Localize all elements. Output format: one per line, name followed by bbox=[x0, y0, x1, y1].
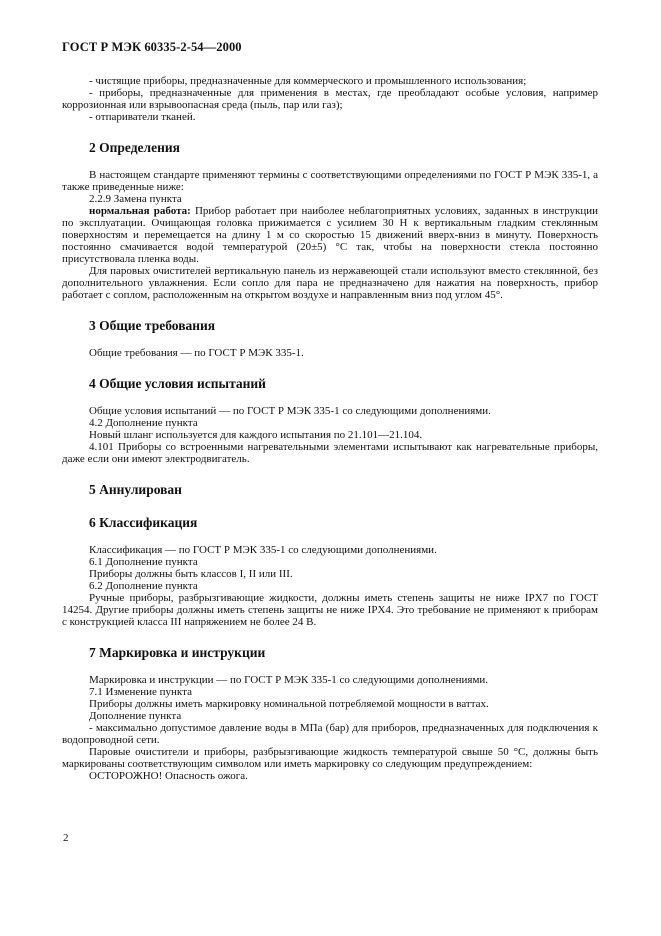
section-heading-4: 4 Общие условия испытаний bbox=[89, 376, 266, 391]
document-header: ГОСТ Р МЭК 60335-2-54—2000 bbox=[62, 40, 242, 54]
clause-label: 7.1 Изменение пункта bbox=[89, 686, 192, 698]
section-heading-5: 5 Аннулирован bbox=[89, 482, 182, 497]
paragraph: В настоящем стандарте применяют термины с соответствующими определениями по ГОСТ Р МЭК 335-1, а также приведенные ниже: bbox=[62, 169, 598, 193]
term: нормальная работа: bbox=[89, 205, 191, 217]
paragraph: Приборы должны быть классов I, II или III. bbox=[89, 568, 293, 580]
paragraph: Классификация — по ГОСТ Р МЭК 335-1 со следующими дополнениями. bbox=[89, 544, 437, 556]
paragraph: Ручные приборы, разбрызгивающие жидкости, должны иметь степень защиты не ниже IPX7 по ГОСТ 14254. Другие приборы должны иметь степень защиты не ниже IPX4. Это требование не применяют к приборам с конструкцией класса III напряжением не более 24 В. bbox=[62, 592, 598, 628]
paragraph: Приборы должны иметь маркировку номинальной потребляемой мощности в ваттах. bbox=[89, 698, 489, 710]
definition-text: Прибор работает при наиболее неблагоприятных условиях, заданных в инструкции по эксплуатации. Очищающая головка прижимается с усилием 30 Н к вертикальным гладким стеклянным поверхностям и перемещается на длину 1 м со скоростью 15 движений вверх-вниз в минуту. Поверхность постоянно смачивается водой температурой (20±5) °С так, чтобы на поверхности стекла постоянно присутствовала пленка воды. bbox=[62, 205, 599, 265]
list-item: - отпариватели тканей. bbox=[89, 111, 196, 123]
document-page bbox=[62, 40, 598, 782]
section-heading-6: 6 Классификация bbox=[89, 515, 198, 530]
paragraph: 4.101 Приборы со встроенными нагревательными элементами испытывают как нагревательные приборы, даже если они имеют электродвигатель. bbox=[62, 441, 598, 465]
paragraph: Маркировка и инструкции — по ГОСТ Р МЭК 335-1 со следующими дополнениями. bbox=[89, 674, 489, 686]
page-number: 2 bbox=[63, 832, 69, 844]
clause-label: 2.2.9 Замена пункта bbox=[89, 193, 182, 205]
warning-text: ОСТОРОЖНО! Опасность ожога. bbox=[89, 770, 248, 782]
list-item: - приборы, предназначенные для применения в местах, где преобладают особые условия, например коррозионная или взрывоопасная среда (пыль, пар или газ); bbox=[62, 87, 598, 111]
section-heading-3: 3 Общие требования bbox=[89, 318, 216, 333]
paragraph-definition bbox=[62, 205, 598, 265]
paragraph: Паровые очистители и приборы, разбрызгивающие жидкость температурой свыше 50 °С, должны быть маркированы соответствующим символом или иметь маркировку со следующим предупреждением: bbox=[62, 746, 598, 770]
paragraph: Общие условия испытаний — по ГОСТ Р МЭК 335-1 со следующими дополнениями. bbox=[89, 405, 491, 417]
list-item: - максимально допустимое давление воды в МПа (бар) для приборов, предназначенных для подключения к водопроводной сети. bbox=[62, 722, 598, 746]
section-heading-7: 7 Маркировка и инструкции bbox=[89, 645, 266, 660]
paragraph: Новый шланг используется для каждого испытания по 21.101—21.104. bbox=[89, 429, 423, 441]
list-item: - чистящие приборы, предназначенные для коммерческого и промышленного использования; bbox=[89, 75, 527, 87]
clause-label: Дополнение пункта bbox=[89, 710, 182, 722]
clause-label: 4.2 Дополнение пункта bbox=[89, 417, 198, 429]
clause-label: 6.1 Дополнение пункта bbox=[89, 556, 198, 568]
paragraph: Для паровых очистителей вертикальную панель из нержавеющей стали используют вместо стеклянной, без дополнительного увлажнения. Если сопло для пара не предназначено для нажатия на поверхность, прибор работает с соплом, расположенным на открытом воздухе и направленным вниз под углом 45°. bbox=[62, 265, 598, 301]
section-heading-2: 2 Определения bbox=[89, 140, 180, 155]
paragraph: Общие требования — по ГОСТ Р МЭК 335-1. bbox=[89, 347, 304, 359]
clause-label: 6.2 Дополнение пункта bbox=[89, 580, 198, 592]
